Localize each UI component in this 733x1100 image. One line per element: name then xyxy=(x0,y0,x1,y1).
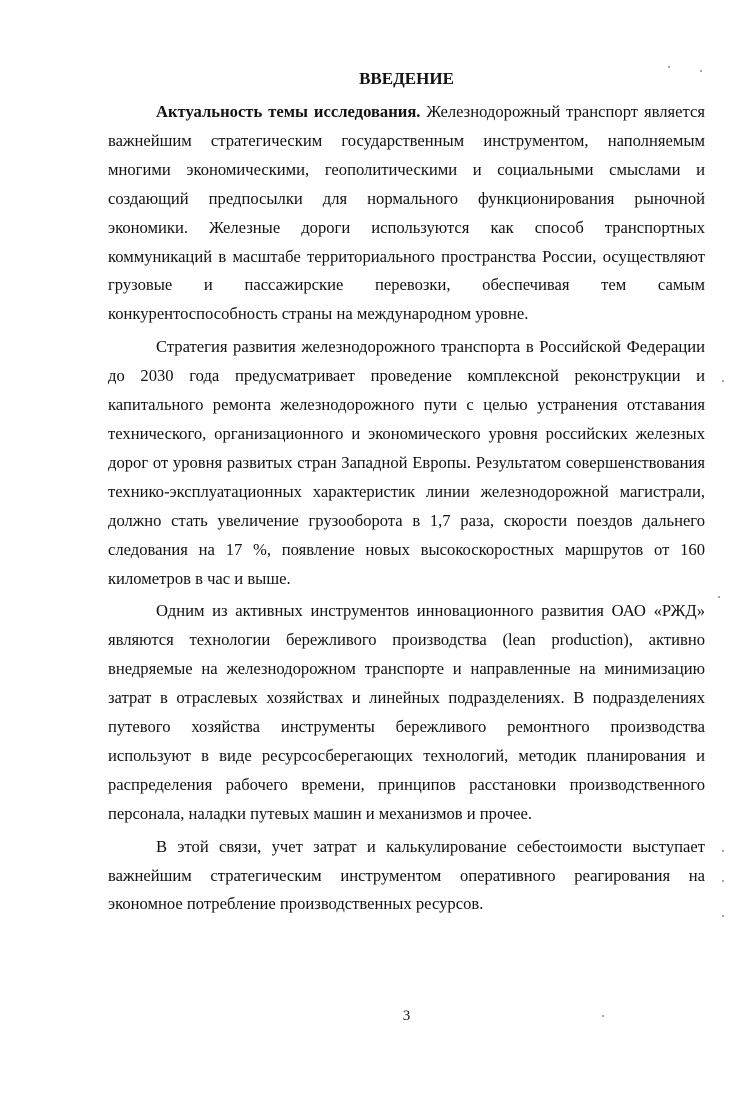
paragraph-text: Железнодорожный транспорт является важнейшим стратегическим государственным инструментом, наполняемым многими экономическими, геополитическими и социальными смыслами и создающий предпосылки для нормального функционирования рыночной экономики. Железные дороги используются как способ транспортных коммуникаций в масштабе территориального пространства России, осуществляют грузовые и пассажирские перевозки, обеспечивая тем самым конкурентоспособность страны на международном уровне. xyxy=(108,102,705,324)
scan-speck xyxy=(722,850,724,852)
scan-speck xyxy=(602,1015,604,1017)
scan-speck xyxy=(722,880,724,882)
paragraph-strategy: Стратегия развития железнодорожного транспорта в Российской Федерации до 2030 года предусматривает проведение комплексной реконструкции и капитального ремонта железнодорожного пути с целью устранения отставания технического, организационного и экономического уровня российских железных дорог от уровня развитых стран Западной Европы. Результатом совершенствования технико-эксплуатационных характеристик линии железнодорожной магистрали, должно стать увеличение грузооборота в 1,7 раза, скорости поездов дальнего следования на 17 %, появление новых высокоскоростных маршрутов от 160 километров в час и выше. xyxy=(108,337,705,588)
paragraph-costs: В этой связи, учет затрат и калькулирование себестоимости выступает важнейшим стратегическим инструментом оперативного реагирования на экономное потребление производственных ресурсов. xyxy=(108,836,705,914)
paragraph-lean: Одним из активных инструментов инновационного развития ОАО «РЖД» являются технологии бережливого производства (lean production), активно внедряемые на железнодорожном транспорте и направленные на минимизацию затрат в отраслевых хозяйствах и линейных подразделениях. В подразделениях путевого хозяйства инструменты бережливого ремонтного производства используют в виде ресурсосберегающих технологий, методик планирования и распределения рабочего времени, принципов расстановки производственного персонала, наладки путевых машин и механизмов и прочее. xyxy=(108,601,705,823)
page-title: ВВЕДЕНИЕ xyxy=(359,69,454,88)
scan-speck xyxy=(722,915,724,917)
document-page xyxy=(108,68,705,1024)
scan-speck xyxy=(718,596,720,598)
scan-speck xyxy=(700,70,702,72)
paragraph-lead: Актуальность темы исследования. xyxy=(156,102,421,121)
scan-speck xyxy=(722,380,724,382)
page-number: 3 xyxy=(402,1008,411,1024)
scan-speck xyxy=(668,66,670,68)
paragraph-relevance xyxy=(108,98,705,329)
